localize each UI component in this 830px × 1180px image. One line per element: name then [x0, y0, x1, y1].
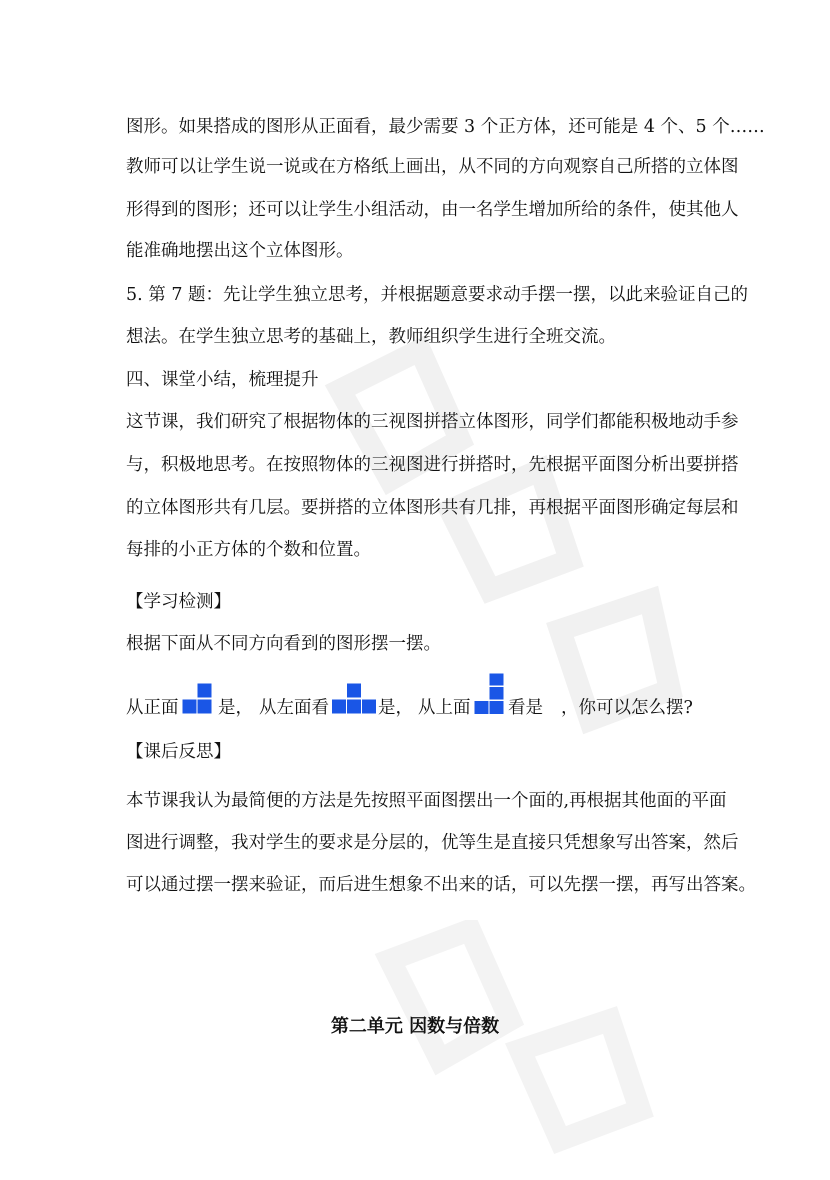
front-view-label: 从正面 — [126, 698, 179, 718]
summary-line: 每排的小正方体的个数和位置。 — [126, 540, 371, 560]
watermark-mark — [300, 330, 700, 830]
arrangement-question: ，你可以怎么摆? — [561, 698, 693, 718]
summary-line: 的立体图形共有几层。要拼搭的立体图形共有几排，再根据平面图形确定每层和 — [126, 498, 739, 518]
item-5-line: 想法。在学生独立思考的基础上，教师组织学生进行全班交流。 — [126, 327, 616, 347]
summary-line: 与，积极地思考。在按照物体的三视图进行拼搭时，先根据平面图分析出要拼搭 — [126, 455, 739, 475]
unit-title: 第二单元 因数与倍数 — [330, 1016, 500, 1037]
front-view-figure — [181, 683, 213, 715]
top-view-figure — [473, 673, 505, 715]
reflection-line: 可以通过摆一摆来验证，而后进生想象不出来的话，可以先摆一摆，再写出答案。 — [126, 875, 756, 895]
check-heading: 【学习检测】 — [126, 592, 231, 612]
paragraph-line: 形得到的图形；还可以让学生小组活动，由一名学生增加所给的条件，使其他人 — [126, 200, 739, 220]
left-view-figure — [331, 683, 377, 715]
summary-line: 这节课，我们研究了根据物体的三视图拼搭立体图形，同学们都能积极地动手参 — [126, 412, 739, 432]
paragraph-line: 图形。如果搭成的图形从正面看，最少需要 3 个正方体，还可能是 4 个、5 个…… — [126, 117, 765, 137]
views-row — [126, 675, 726, 717]
reflection-line: 图进行调整，我对学生的要求是分层的，优等生是直接只凭想象写出答案，然后 — [126, 833, 739, 853]
left-view-label: 从左面看 — [259, 698, 329, 718]
section-heading: 四、课堂小结，梳理提升 — [126, 370, 319, 390]
top-view-suffix: 看是 — [508, 698, 543, 718]
front-view-suffix: 是， — [218, 698, 253, 718]
top-view-label: 从上面 — [418, 698, 471, 718]
reflection-line: 本节课我认为最简便的方法是先按照平面图摆出一个面的,再根据其他面的平面 — [126, 791, 727, 811]
left-view-suffix: 是， — [378, 698, 413, 718]
paragraph-line: 教师可以让学生说一说或在方格纸上画出，从不同的方向观察自己所搭的立体图 — [126, 157, 739, 177]
item-5-line: 5. 第 7 题：先让学生独立思考，并根据题意要求动手摆一摆，以此来验证自己的 — [126, 285, 749, 305]
check-prompt: 根据下面从不同方向看到的图形摆一摆。 — [126, 634, 441, 654]
reflection-heading: 【课后反思】 — [126, 742, 231, 762]
paragraph-line: 能准确地摆出这个立体图形。 — [126, 241, 354, 261]
watermark-mark-lower — [350, 920, 750, 1180]
